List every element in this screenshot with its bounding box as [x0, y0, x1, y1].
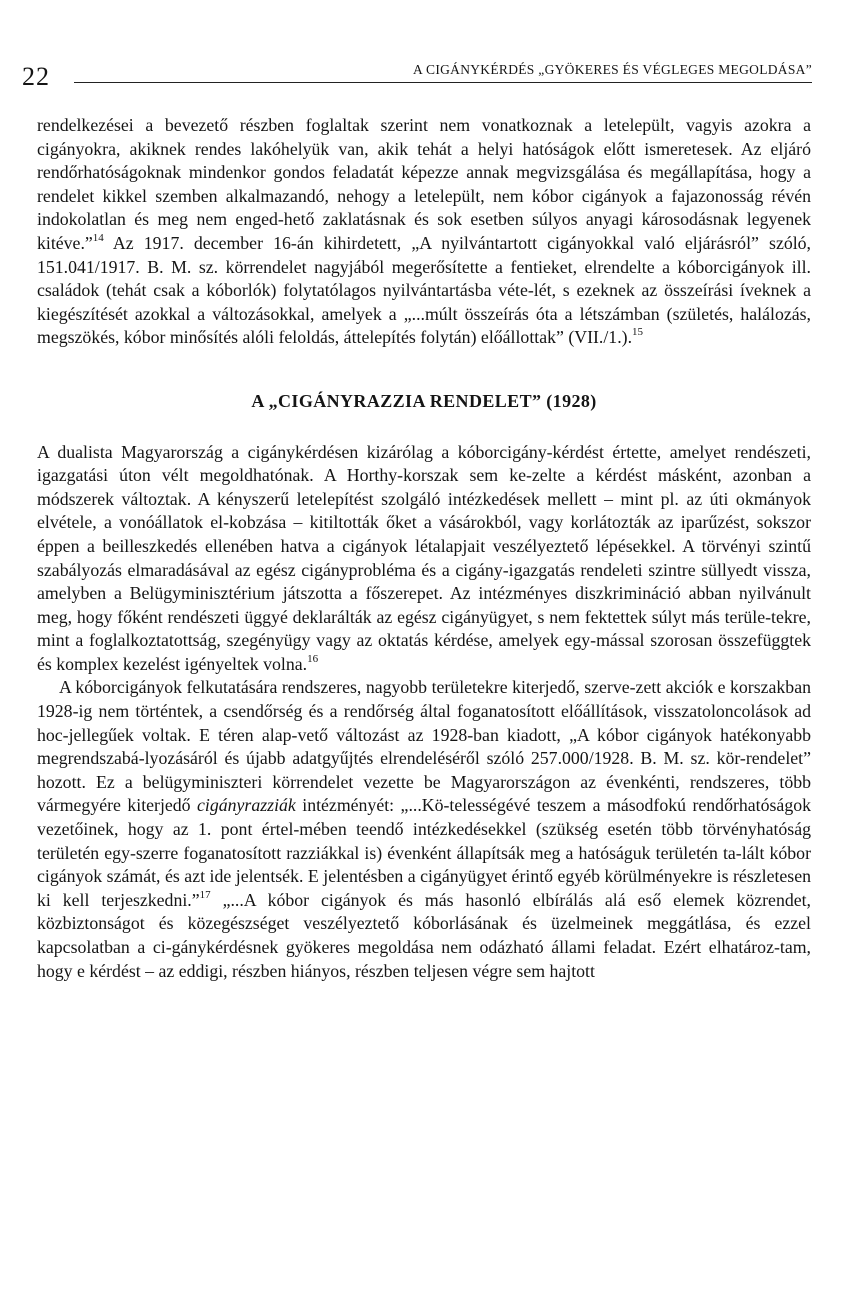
paragraph-3-text-a: A kóborcigányok felkutatására rendszeres, nagyobb területekre kiterjedő, szerve-zett akciók e korszakban 1928-ig nem történtek, a csendőrség és a rendőrség által foganatosított előállítások, visszatoloncolások ad hoc-jellegűek voltak. E téren alap-vető változást az 1928-ban kiadott, „A kóbor cigányok hatékonyabb megrendszabá-lyozásáról és újabb adatgyűjtés elrendeléséről szóló 257.000/1928. B. M. sz. kör-rendelet” hozott. Ez a belügyminiszteri körrendelet vezette be Magyarországon az évenkénti, rendszeres, több vármegyére kiterjedő [37, 677, 811, 816]
paragraph-3 [37, 676, 811, 983]
paragraph-3-text-c: „...A kóbor cigányok és más hasonló elbírálás alá eső elemek közrendet, közbiztonságot és közegészséget veszélyeztető kóborlásának és üzelmeinek meggátlása, és ezzel kapcsolatban a ci-gánykérdésnek gyökeres megoldása nem odázható állami feladat. Ezért elhatároz-tam, hogy e kérdést – az eddigi, részben hiányos, részben teljesen végre sem hajtott [37, 889, 812, 981]
paragraph-1 [37, 114, 811, 350]
section-heading: A „CIGÁNYRAZZIA RENDELET” (1928) [251, 390, 597, 411]
footnote-ref-17: 17 [199, 888, 211, 901]
paragraph-1-text-a: rendelkezései a bevezető részben foglaltak szerint nem vonatkoznak a letelepült, vagyis azokra a cigányokra, akiknek rendes lakóhelyük van, akik tehát a helyi hatóságok előtt ismeretesek. Az eljáró rendőrhatóságoknak mindenkor gondos feladatát képezze annak megvizsgálása és megállapítása, hogy a rendelet kikkel szemben alkalmazandó, nehogy a letelepült, nem kóbor cigányok a fajazonosság révén indokolatlan és meg nem enged-hető zaklatásnak és sok esetben súlyos anyagi károsodásnak legyenek kitéve.” [37, 115, 811, 253]
footnote-ref-14: 14 [92, 231, 104, 244]
page-number: 22 [22, 62, 50, 91]
paragraph-2-text: A dualista Magyarország a cigánykérdésen kizárólag a kóborcigány-kérdést értette, amelyet rendészeti, igazgatási úton vélt megoldhatónak. A Horthy-korszak sem ke-zelte a kérdést másként, azonban a módszerek változtak. A kényszerű letelepítést szolgáló intézkedések mellett – mint pl. az úti okmányok elvétele, a vonóállatok el-kobzása – kitiltották őket a vásárokból, vagy korlátozták az iparűzést, sokszor éppen a beilleszkedés ellenében hatva a cigányok létalapjait veszélyeztető lépésekkel. A törvényi szintű szabályozás elmaradásával az egész cigányprobléma és a cigány-igazgatás rendeleti szintre süllyedt vissza, amelyben a Belügyminisztérium játszotta a főszerepet. Az intézményes diszkrimináció abban nyilvánult meg, hogy főként rendészeti üggyé deklarálták az egész cigányügyet, s nem fektettek súlyt más terüle-tekre, mint a foglalkoztatottság, szegényügy vagy az oktatás kérdése, amelyek egy-mással szorosan összefüggtek és komplex kezelést igényeltek volna. [37, 441, 811, 674]
paragraph-2 [37, 441, 811, 677]
paragraph-3-text-b: intézményét: „...Kö-telességévé teszem a másodfokú rendőrhatóságok vezetőinek, hogy az 1. pont értel-mében teendő intézkedésekkel (szükség esetén több törvényhatóság területén egy-szerre foganatosított razziákkal is) évenként állapítsák meg a hatóságuk területén ta-lált kóbor cigányok számát, és azt ide jelentsék. E jelentésben a cigányügyet érintő egyéb körülményekre is részletesen ki kell terjeszkedni.” [37, 795, 811, 910]
running-title: A CIGÁNYKÉRDÉS „GYÖKERES ÉS VÉGLEGES MEGOLDÁSA” [413, 62, 812, 77]
page-header [22, 58, 812, 92]
header-rule [74, 82, 812, 83]
body-text [37, 114, 811, 983]
footnote-ref-16: 16 [307, 652, 319, 665]
paragraph-1-text-b: Az 1917. december 16-án kihirdetett, „A nyilvántartott cigányokkal való eljárásról” szóló, 151.041/1917. B. M. sz. körrendelet nagyjából megerősítette a fentieket, elrendelte a kóborcigányok ill. családok (tehát csak a kóborlók) folytatólagos nyilvántartásba véte-lét, s ezeknek az összeírási íveknek a kiegészítését azokkal a változásokkal, amelyek a „...múlt összeírás óta a létszámban (születés, halálozás, megszökés, kóbor minősítés alóli feloldás, áttelepítés folytán) előállottak” (VII./1.). [37, 232, 811, 348]
footnote-ref-15: 15 [632, 326, 644, 339]
italic-term: cigányrazziák [197, 795, 296, 816]
